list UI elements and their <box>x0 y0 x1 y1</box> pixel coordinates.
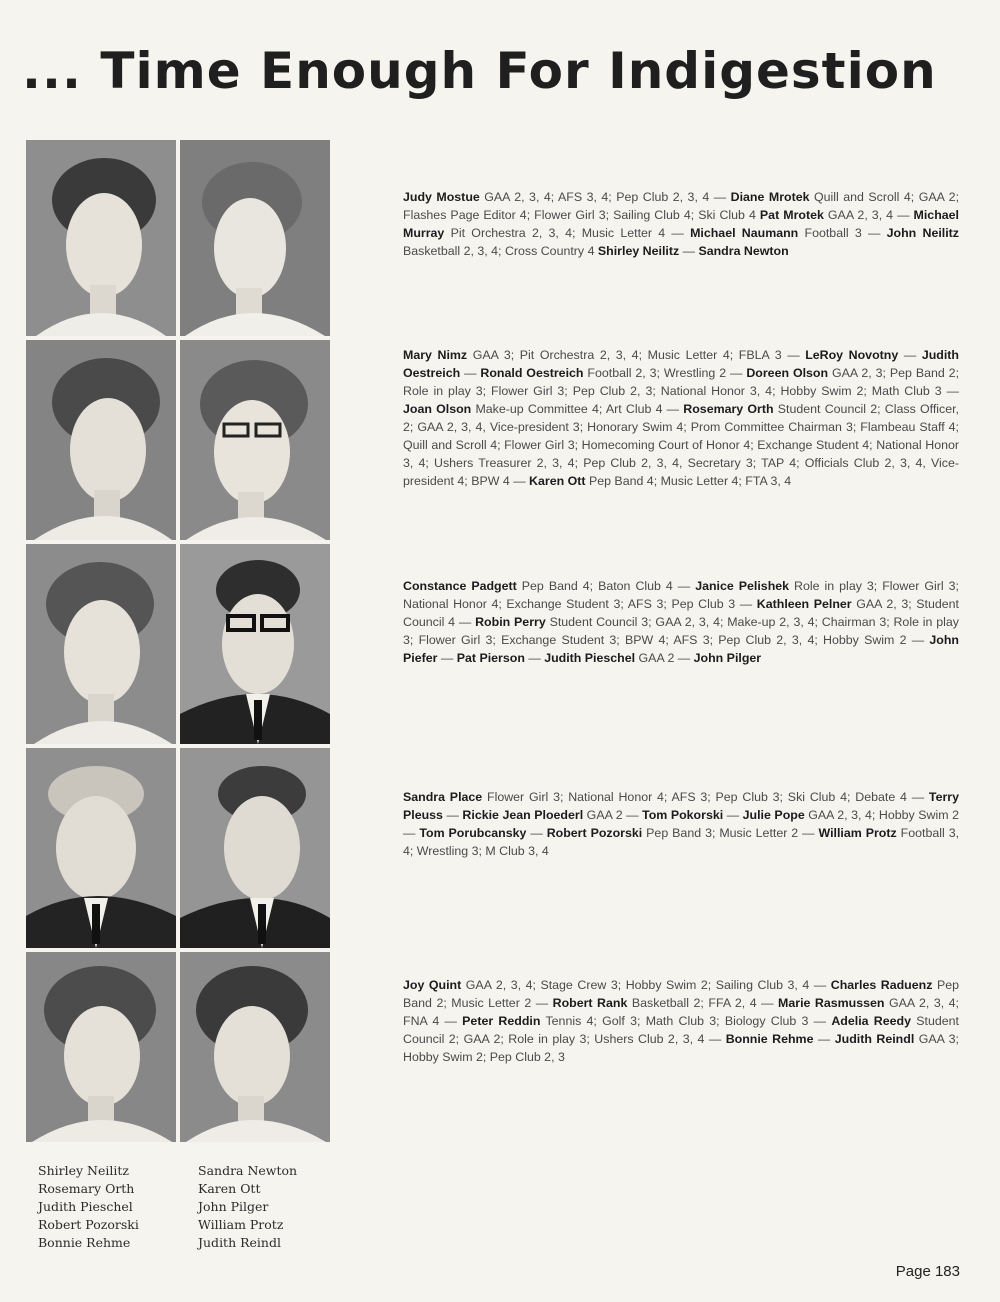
portrait-photo <box>26 748 176 948</box>
student-name: Rickie Jean Ploederl <box>462 808 584 822</box>
portrait-photo <box>180 748 330 948</box>
portrait-photo <box>26 140 176 336</box>
student-name: Robert Pozorski <box>546 826 643 840</box>
student-activities: Pep Band 3; Music Letter 2 — <box>642 826 819 840</box>
student-activities: GAA 2 — <box>635 651 694 665</box>
student-name: Marie Rasmussen <box>778 996 885 1010</box>
student-name: Peter Reddin <box>462 1014 541 1028</box>
portrait-photo <box>26 952 176 1142</box>
student-name: Adelia Reedy <box>831 1014 911 1028</box>
caption-name: William Protz <box>198 1217 284 1232</box>
student-name: Pat Mrotek <box>759 208 824 222</box>
student-activities: — <box>679 244 699 258</box>
student-activities: GAA 2, 3, 4; Stage Crew 3; Hobby Swim 2; Sailing Club 3, 4 — <box>461 978 831 992</box>
student-activities: Student Council 2; Class Officer, 2; GAA 2, 3, 4, Vice-president 3; Honorary Swim 4; Prom Committee Chairman 3; Flambeau Staff 4; Quill and Scroll 4; Flower Girl 3; Homecoming Court of Honor 4; Exchange Student 4; National Honor 3, 4; Ushers Treasurer 2, 3, 4; Pep Club 2, 3, 4, Secretary 3; TAP 4; Officials Club 2, 3, 4, Vice-president 4; BPW 4 — <box>403 402 959 488</box>
portrait-photo <box>26 340 176 540</box>
student-name: Michael Murray <box>403 208 959 240</box>
student-name: Tom Porubcansky <box>419 826 527 840</box>
page-number: Page 183 <box>895 1263 960 1280</box>
portrait-photo <box>180 340 330 540</box>
caption-names-right <box>198 1162 297 1252</box>
caption-name: Bonnie Rehme <box>38 1235 131 1250</box>
student-activities: Basketball 2, 3, 4; Cross Country 4 <box>403 244 598 258</box>
student-activities: GAA 2, 3, 4; AFS 3, 4; Pep Club 2, 3, 4 — <box>479 190 731 204</box>
student-name: Mary Nimz <box>403 348 468 362</box>
student-name: Janice Pelishek <box>695 579 790 593</box>
student-activities: — <box>442 808 463 822</box>
student-activities: Football 2, 3; Wrestling 2 — <box>583 366 747 380</box>
student-name: John Piefer <box>403 633 959 665</box>
student-name: Shirley Neilitz <box>597 244 680 258</box>
student-activities: GAA 3; Pit Orchestra 2, 3, 4; Music Letter 4; FBLA 3 — <box>467 348 806 362</box>
student-activities: GAA 2, 3, 4; FNA 4 — <box>403 996 959 1028</box>
caption-name: John Pilger <box>198 1199 269 1214</box>
student-activities: — <box>723 808 743 822</box>
student-name: William Protz <box>818 826 897 840</box>
student-activities: GAA 3; Hobby Swim 2; Pep Club 2, 3 <box>403 1032 959 1064</box>
student-activities: Flower Girl 3; National Honor 4; AFS 3; Pep Club 3; Ski Club 4; Debate 4 — <box>482 790 929 804</box>
caption-name: Sandra Newton <box>198 1163 298 1178</box>
student-activities: — <box>898 348 922 362</box>
student-name: Doreen Olson <box>746 366 829 380</box>
activities-block-4 <box>403 788 959 860</box>
student-activities: Quill and Scroll 4; GAA 2; Flashes Page Editor 4; Flower Girl 3; Sailing Club 4; Ski Club 4 <box>403 190 960 222</box>
student-name: Terry Pleuss <box>403 790 959 822</box>
student-name: Pat Pierson <box>456 651 525 665</box>
student-activities: — <box>526 826 547 840</box>
student-name: Judith Oestreich <box>403 348 959 380</box>
student-activities: Student Council 2; GAA 2; Role in play 3; Ushers Club 2, 3, 4 — <box>403 1014 959 1046</box>
student-activities: — <box>813 1032 835 1046</box>
activities-block-2 <box>403 346 959 490</box>
student-name: Judith Reindl <box>834 1032 915 1046</box>
student-name: Joy Quint <box>403 978 462 992</box>
caption-name: Judith Reindl <box>198 1235 281 1250</box>
student-name: Sandra Newton <box>698 244 789 258</box>
page-title: ... Time Enough For Indigestion <box>22 42 937 100</box>
student-activities: — <box>460 366 481 380</box>
student-name: Julie Pope <box>742 808 805 822</box>
activities-block-5 <box>403 976 959 1066</box>
student-name: Rosemary Orth <box>683 402 774 416</box>
student-activities: Football 3, 4; Wrestling 3; M Club 3, 4 <box>403 826 960 858</box>
student-activities: Tennis 4; Golf 3; Math Club 3; Biology Club 3 — <box>540 1014 832 1028</box>
student-name: Robin Perry <box>475 615 546 629</box>
student-name: John Neilitz <box>886 226 959 240</box>
portrait-photo <box>180 544 330 744</box>
student-activities: Pep Band 4; Music Letter 4; FTA 3, 4 <box>585 474 792 488</box>
student-name: Diane Mrotek <box>730 190 810 204</box>
student-activities: Pep Band 4; Baton Club 4 — <box>516 579 696 593</box>
student-activities: Pep Band 2; Music Letter 2 — <box>403 978 959 1010</box>
student-name: Tom Pokorski <box>642 808 724 822</box>
caption-name: Robert Pozorski <box>38 1217 139 1232</box>
student-activities: — <box>437 651 457 665</box>
student-name: Judy Mostue <box>403 190 480 204</box>
student-name: Sandra Place <box>403 790 483 804</box>
student-activities: — <box>524 651 545 665</box>
student-activities: GAA 2 — <box>583 808 643 822</box>
student-activities: Pit Orchestra 2, 3, 4; Music Letter 4 — <box>444 226 691 240</box>
student-name: Charles Raduenz <box>830 978 933 992</box>
caption-name: Karen Ott <box>198 1181 261 1196</box>
student-name: John Pilger <box>693 651 762 665</box>
activities-block-3 <box>403 577 959 667</box>
student-activities: GAA 2, 3, 4; Hobby Swim 2 — <box>403 808 959 840</box>
caption-name: Shirley Neilitz <box>38 1163 129 1178</box>
student-name: Judith Pieschel <box>544 651 636 665</box>
student-activities: Basketball 2; FFA 2, 4 — <box>627 996 779 1010</box>
caption-name: Judith Pieschel <box>38 1199 133 1214</box>
student-name: Joan Olson <box>403 402 472 416</box>
caption-names-left <box>38 1162 139 1252</box>
student-activities: GAA 2, 3; Student Council 4 — <box>403 597 959 629</box>
portrait-photo <box>180 140 330 336</box>
student-name: Michael Naumann <box>690 226 799 240</box>
student-activities: Make-up Committee 4; Art Club 4 — <box>471 402 684 416</box>
student-name: Karen Ott <box>529 474 586 488</box>
student-activities: Football 3 — <box>798 226 887 240</box>
activities-block-1 <box>403 188 959 260</box>
portrait-photo <box>180 952 330 1142</box>
student-name: LeRoy Novotny <box>805 348 899 362</box>
portrait-photo <box>26 544 176 744</box>
student-activities: GAA 2, 3, 4 — <box>823 208 914 222</box>
student-name: Robert Rank <box>552 996 628 1010</box>
student-name: Bonnie Rehme <box>725 1032 814 1046</box>
student-name: Constance Padgett <box>403 579 517 593</box>
student-name: Ronald Oestreich <box>480 366 584 380</box>
caption-name: Rosemary Orth <box>38 1181 135 1196</box>
student-name: Kathleen Pelner <box>756 597 852 611</box>
student-activities: Student Council 3; GAA 2, 3, 4; Make-up 2, 3, 4; Chairman 3; Role in play 3; Flower Girl 3; Exchange Student 3; BPW 4; AFS 3; Pep Club 2, 3, 4; Hobby Swim 2 — <box>403 615 960 647</box>
student-activities: GAA 2, 3; Pep Band 2; Role in play 3; Flower Girl 3; Pep Club 2, 3; National Honor 3, 4; Hobby Swim 2; Math Club 3 — <box>403 366 960 398</box>
student-activities: Role in play 3; Flower Girl 3; National Honor 4; Exchange Student 3; AFS 3; Pep Club 3 — <box>403 579 959 611</box>
